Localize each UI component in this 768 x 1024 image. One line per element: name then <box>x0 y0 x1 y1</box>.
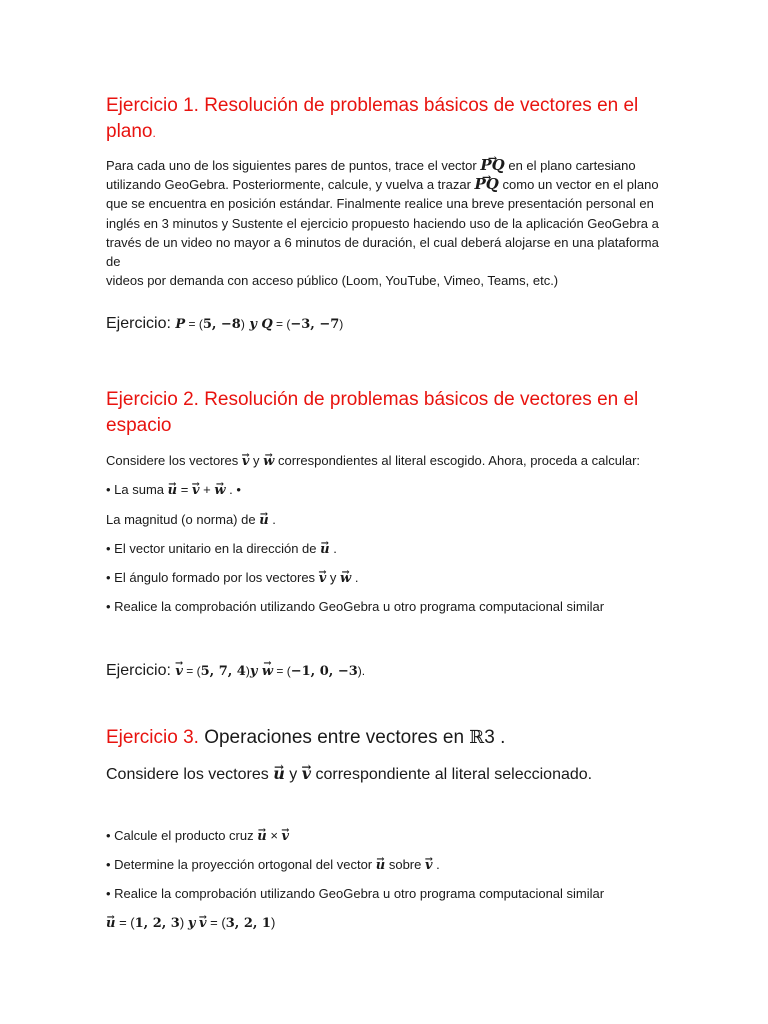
exercise-3-bullet-projection: • Determine la proyección ortogonal del vector → u sobre → v . <box>106 855 666 875</box>
vector-pq: → PQ <box>480 156 504 175</box>
exercise-2-intro: Considere los vectores → v y → w correspondientes al literal escogido. Ahora, proceda a calcular: <box>106 451 666 471</box>
exercise-2-bullet-sum: • La suma → u = → v + → w . • <box>106 480 666 500</box>
exercise-1-paragraph: Para cada uno de los siguientes pares de puntos, trace el vector → PQ en el plano cartesiano utilizando GeoGebra. Posteriormente, calcule, y vuelva a trazar → PQ como un vector en el plano que se encuentra en posición estándar. Finalmente realice una breve presentación personal en inglés en 3 minutos y Sustente el ejercicio propuesto haciendo uso de la aplicación GeoGebra a través de un video no mayor a 6 minutos de duración, el cual deberá alojarse en una plataforma de videos por demanda con acceso público (Loom, YouTube, Vimeo, Teams, etc.) <box>106 156 666 290</box>
exercise-3-bullet-cross: • Calcule el producto cruz → u × → v <box>106 826 666 846</box>
exercise-3-intro: Considere los vectores → u y → v correspondiente al literal seleccionado. <box>106 763 666 786</box>
exercise-2-data: Ejercicio: → v = (5, 7, 4)y → w = (−1, 0, −3). <box>106 662 365 680</box>
exercise-2-bullet-unit: • El vector unitario en la dirección de → u . <box>106 539 666 559</box>
vector-pq: → PQ <box>475 175 499 194</box>
exercise-2-title: Ejercicio 2. Resolución de problemas básicos de vectores en el espacio <box>106 389 639 436</box>
exercise-1-data: Ejercicio: P = (5, −8) y Q = (−3, −7) <box>106 315 344 332</box>
exercise-2-bullet-angle: • El ángulo formado por los vectores → v y → w . <box>106 568 666 588</box>
exercise-3-data: → u = (1, 2, 3) y → v = (3, 2, 1) <box>106 913 666 933</box>
exercise-2-magnitude: La magnitud (o norma) de → u . <box>106 510 666 530</box>
exercise-1-title: Ejercicio 1. Resolución de problemas básicos de vectores en el plano. <box>106 95 639 142</box>
exercise-3-bullet-check: • Realice la comprobación utilizando GeoGebra u otro programa computacional similar <box>106 886 605 901</box>
exercise-2-bullet-check: • Realice la comprobación utilizando GeoGebra u otro programa computacional similar <box>106 599 605 614</box>
exercise-3-title: Ejercicio 3. Operaciones entre vectores en ℝ3 . <box>106 727 506 748</box>
